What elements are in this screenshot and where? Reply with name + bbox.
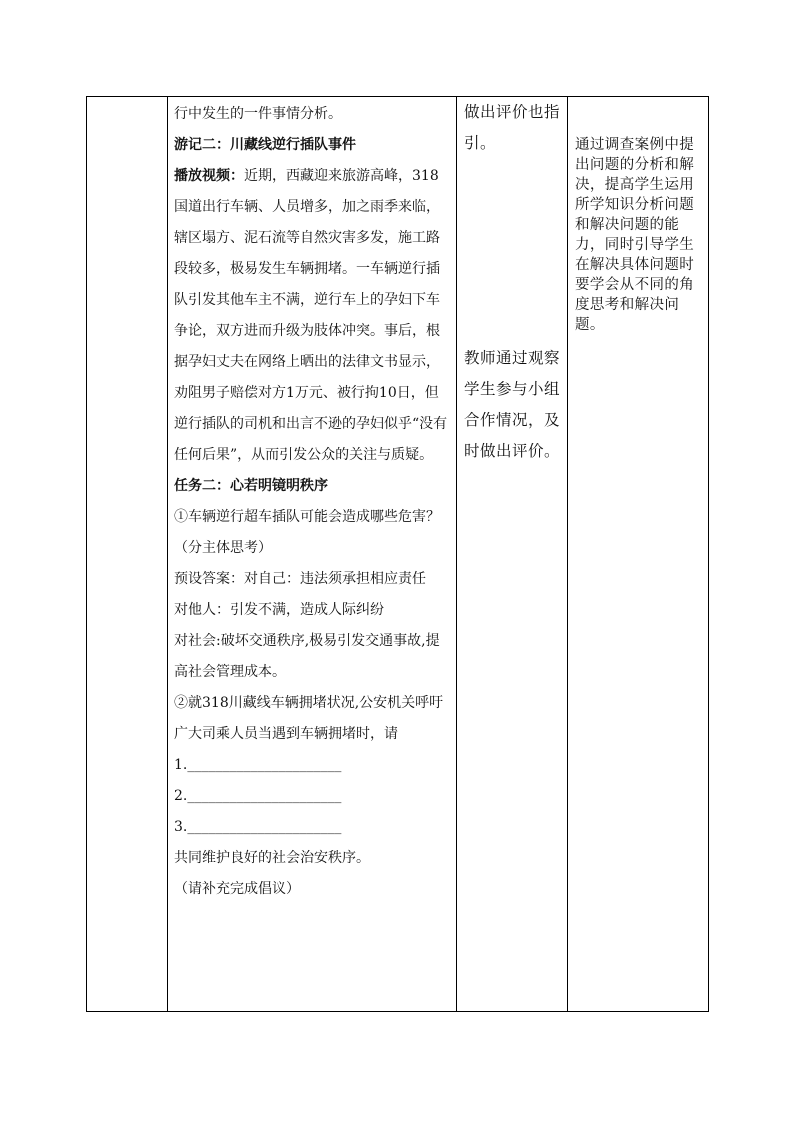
design-intent-cell [568,97,709,1012]
evaluation-bottom: 教师通过观察学生参与小组合作情况，及时做出评价。 [464,349,561,460]
intro-line: 行中发生的一件事情分析。 [174,106,342,122]
activity-cell [168,97,457,1012]
task-title: 任务二：心若明镜明秩序 [174,478,328,494]
section-title: 游记二：川藏线逆行插队事件 [174,137,356,153]
evaluation-top: 做出评价也指引。 [464,103,561,152]
video-paragraph [174,161,450,471]
answer-self: 预设答案：对自己：违法须承担相应责任 [174,571,426,587]
closing-line: 共同维护良好的社会治安秩序。 [174,850,370,866]
blank-line-2: 2.______________________ [174,788,342,804]
blank-line-3: 3.______________________ [174,819,342,835]
closing-note: （请补充完成倡议） [174,881,300,897]
stage-cell [87,97,168,1012]
answer-society: 对社会:破坏交通秩序,极易引发交通事故,提高社会管理成本。 [174,633,440,680]
answer-others: 对他人：引发不满，造成人际纠纷 [174,602,384,618]
table-row [87,97,709,1012]
evaluation-cell [457,97,568,1012]
video-label: 播放视频： [174,168,244,184]
question-1: ①车辆逆行超车插队可能会造成哪些危害？ [174,509,440,525]
video-text: 近期，西藏迎来旅游高峰，318国道出行车辆、人员增多，加之雨季来临，辖区塌方、泥石流等自然灾害多发，施工路段较多，极易发生车辆拥堵。一车辆逆行插队引发其他车主不满，逆行车上的孕妇下车争论，双方进而升级为肢体冲突。事后，根据孕妇丈夫在网络上晒出的法律文书显示，劝阻男子赔偿对方1万元、被行拘10日，但逆行插队的司机和出言不逊的孕妇似乎“没有任何后果”，从而引发公众的关注与质疑。 [174,168,448,463]
blank-line-1: 1.______________________ [174,757,342,773]
question-2: ②就318川藏线车辆拥堵状况,公安机关呼吁广大司乘人员当遇到车辆拥堵时，请 [174,695,444,742]
lesson-plan-table [86,96,709,1012]
design-intent-text: 通过调查案例中提出问题的分析和解决，提高学生运用所学知识分析问题和解决问题的能力，同时引导学生在解决具体问题时要学会从不同的角度思考和解决问题。 [575,137,695,333]
question-1-note: （分主体思考） [174,540,272,556]
